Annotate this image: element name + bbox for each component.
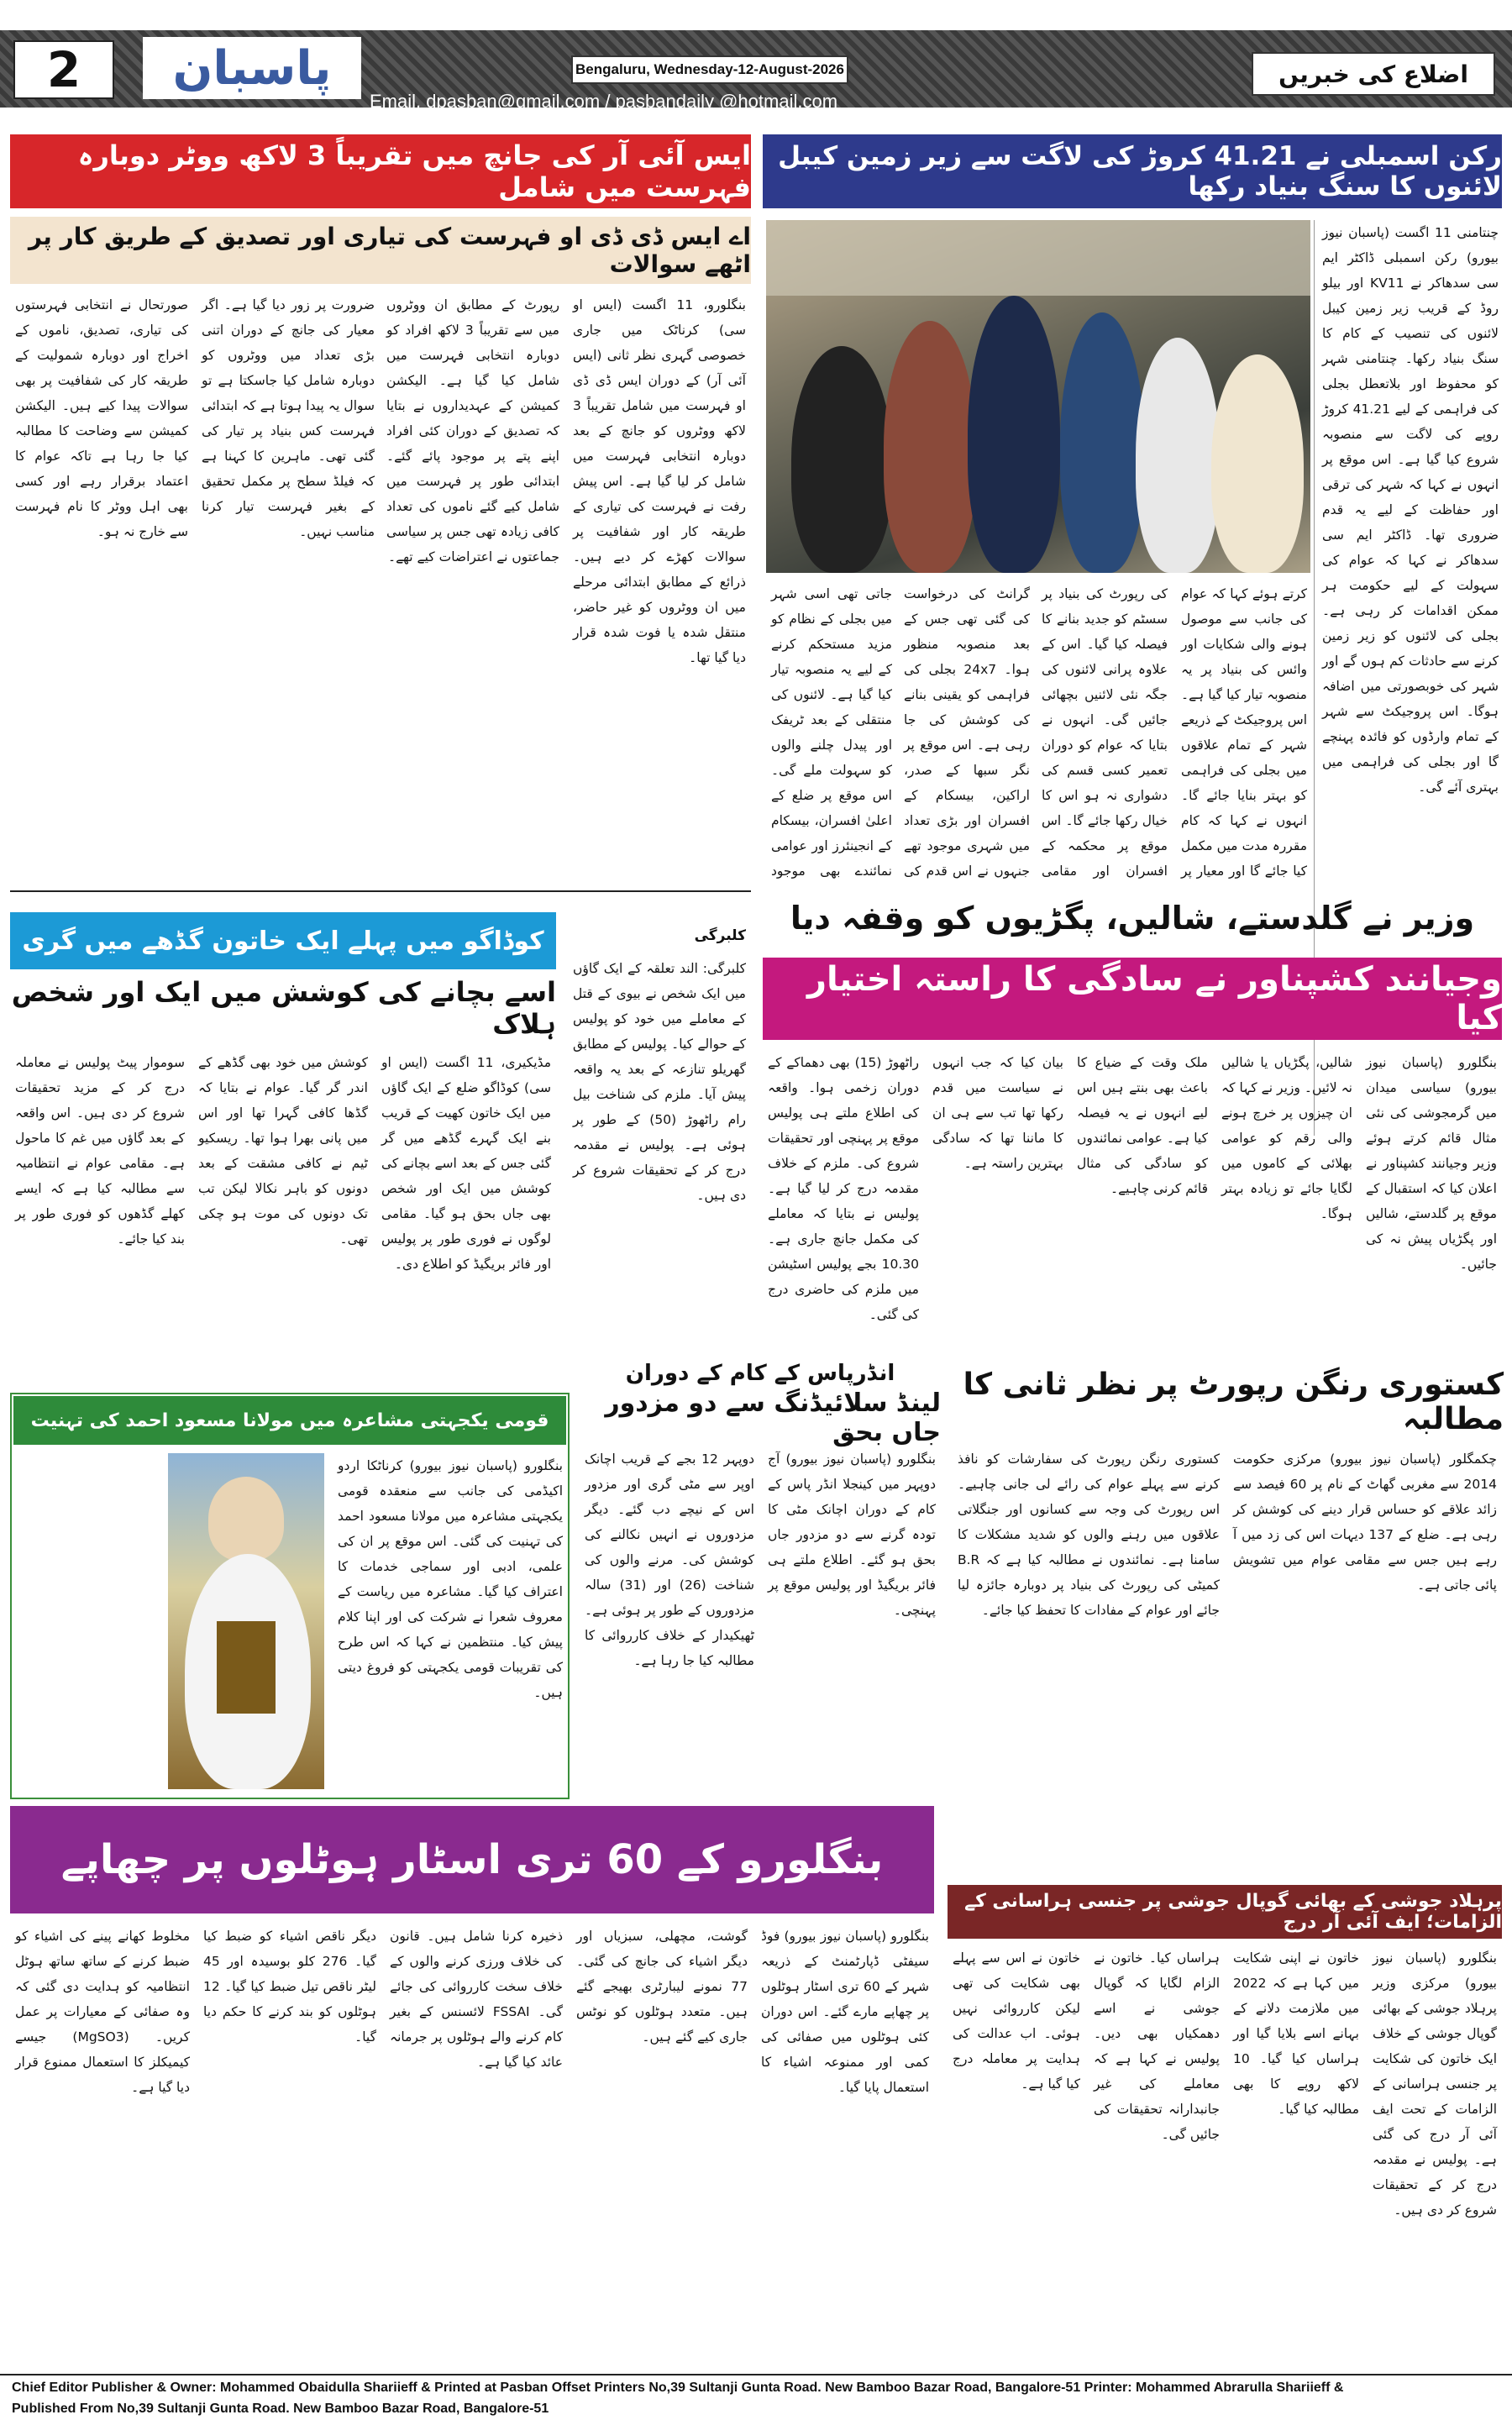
imprint-line-2: Published From No,39 Sultanji Gunta Road. New Bamboo Bazar Road, Bangalore-51 <box>12 2402 549 2416</box>
cable-headline: رکن اسمبلی نے 41.21 کروڑ کی لاگت سے زیر زمین کیبل لائنوں کا سنگ بنیاد رکھا <box>763 134 1502 208</box>
section-rule <box>10 890 751 892</box>
joshi-headline: پرہلاد جوشی کے بھائی گوپال جوشی پر جنسی ہراسانی کے الزامات؛ ایف آئی آر درج <box>948 1885 1502 1939</box>
kodagu-subhead: اسے بچانے کی کوشش میں ایک اور شخص ہلاک <box>11 976 556 1040</box>
hotels-column: گوشت، مچھلی، سبزیاں اور دیگر اشیاء کی جانچ کی گئی۔ 77 نمونے لیبارٹری بھیجے گئے ہیں۔ متعدد ہوٹلوں کو نوٹس جاری کیے گئے ہیں۔ <box>576 1929 748 2045</box>
hotels-column: دیگر ناقص اشیاء کو ضبط کیا گیا۔ 276 کلو بوسیدہ اور 45 لیٹر ناقص تیل ضبط کیا گیا۔ 12 ہوٹلوں کو بند کرنے کا حکم دیا گیا۔ <box>203 1929 376 2045</box>
mushaira-headline: قومی یکجہتی مشاعرہ میں مولانا مسعود احمد کی تہنیت <box>13 1396 566 1445</box>
page-number: 2 <box>13 40 114 99</box>
dateline: Bengaluru, Wednesday-12-August-2026 <box>571 55 848 84</box>
sir-column: ضرورت پر زور دیا گیا ہے۔ اگر معیار کی جانچ کے دوران اتنی بڑی تعداد میں ووٹروں کو دوبارہ شامل کیا جاسکتا ہے تو سوال یہ پیدا ہوتا ہے کہ ابتدائی فہرست کس بنیاد پر تیار کی گئی تھی۔ ماہرین کا کہنا ہے کہ فیلڈ سطح پر مکمل تحقیق کے بغیر فہرست تیار کرنا مناسب نہیں۔ <box>202 297 375 539</box>
maulana-photo <box>168 1453 324 1789</box>
kodagu-column: سوموار پیٹ پولیس نے معاملہ درج کر کے مزید تحقیقات شروع کر دی ہیں۔ اس واقعہ کے بعد گاؤں میں غم کا ماحول ہے۔ مقامی عوام نے انتظامیہ سے مطالبہ کیا ہے کہ ایسے کھلے گڈھوں کو فوری طور پر بند کیا جائے۔ <box>15 1055 185 1247</box>
joshi-column: بنگلورو (پاسبان نیوز بیورو) مرکزی وزیر پرہلاد جوشی کے بھائی گوپال جوشی کے خلاف ایک خاتون کی شکایت پر جنسی ہراسانی کے الزامات کے تحت ایف آئی آر درج کی گئی ہے۔ پولیس نے مقدمہ درج کر کے تحقیقات شروع کر دی ہیں۔ <box>1373 1950 1497 2218</box>
minister-column: بیان کیا کہ جب انہوں نے سیاست میں قدم رکھا تھا تب سے ہی ان کا ماننا تھا کہ سادگی بہترین راستہ ہے۔ <box>932 1055 1063 1171</box>
landslide-headline-2: لینڈ سلائیڈنگ سے دو مزدور جاں بحق <box>605 1388 941 1447</box>
cable-side-column: چنتامنی 11 اگست (پاسبان نیوز بیورو) رکن اسمبلی ڈاکٹر ایم سی سدھاکر نے KV11 اور بیلو روڈ کے قریب زیر زمین کیبل لائنوں کی تنصیب کے کام کا سنگ بنیاد رکھا۔ چنتامنی شہر کو محفوظ اور بلاتعطل بجلی کی فراہمی کے لیے 41.21 کروڑ روپے کی لاگت سے منصوبہ شروع کیا گیا ہے۔ اس موقع پر انہوں نے کہا کہ شہر کی ترقی اور حفاظت کے لیے یہ قدم ضروری تھا۔ ڈاکٹر ایم سی سدھاکر نے کہا کہ عوام کی سہولت کے لیے حکومت ہر ممکن اقدامات کر رہی ہے۔ بجلی کی لائنوں کو زیر زمین کرنے سے حادثات کم ہوں گے اور شہر کی خوبصورتی میں اضافہ ہوگا۔ اس پروجیکٹ سے شہر کے تمام وارڈوں کو فائدہ پہنچے گا اور بجلی کی فراہمی میں بہتری آئے گی۔ <box>1322 225 1499 795</box>
kasturi-column: کستوری رنگن رپورٹ کی سفارشات کو نافذ کرنے سے پہلے عوام کی رائے لی جانی چاہیے۔ اس رپورٹ کی وجہ سے کسانوں اور جنگلاتی علاقوں میں رہنے والوں کو شدید مشکلات کا سامنا ہے۔ نمائندوں نے مطالبہ کیا ہے کہ B.R کمیٹی کی رپورٹ کی بنیاد پر دوبارہ جائزہ لیا جائے اور عوام کے مفادات کا تحفظ کیا جائے۔ <box>958 1451 1220 1618</box>
cable-column: کی رپورٹ کی بنیاد پر سسٹم کو جدید بنانے کا فیصلہ کیا گیا۔ اس کے علاوہ پرانی لائنوں کی جگہ نئی لائنیں بچھائی جائیں گی۔ انہوں نے بتایا کہ عوام کو دوران تعمیر کسی قسم کی دشواری نہ ہو اس کا خیال رکھا جائے گا۔ اس موقع پر محکمہ کے افسران اور مقامی <box>1042 586 1168 879</box>
kasturi-headline: کستوری رنگن رپورٹ پر نظر ثانی کا مطالبہ <box>963 1367 1504 1436</box>
newspaper-logo: پاسبان <box>143 37 361 99</box>
cable-column: کرتے ہوئے کہا کہ عوام کی جانب سے موصول ہونے والی شکایات اور وائس کی بنیاد پر یہ منصوبہ تیار کیا گیا ہے۔ اس پروجیکٹ کے ذریعے شہر کے تمام علاقوں میں بجلی کی فراہمی کو بہتر بنایا جائے گا۔ انہوں نے کہا کہ کام مقررہ مدت میں مکمل کیا جائے گا اور معیار پر <box>1181 586 1307 879</box>
email-line: Email. dpasban@gmail.com / pasbandaily @hotmail.com <box>370 91 838 112</box>
kodagu-column: کوشش میں خود بھی گڈھے کے اندر گر گیا۔ عوام نے بتایا کہ گڈھا کافی گہرا تھا اور اس میں پانی بھرا ہوا تھا۔ ریسکیو ٹیم نے کافی مشقت کے بعد دونوں کو باہر نکالا لیکن تب تک دونوں کی موت ہو چکی تھی۔ <box>198 1055 368 1247</box>
landslide-column: دوپہر 12 بجے کے قریب اچانک اوپر سے مٹی گری اور مزدور اس کے نیچے دب گئے۔ دیگر مزدوروں نے انہیں نکالنے کی کوشش کی۔ مرنے والوں کی شناخت (26) اور (31) سالہ مزدوروں کے طور پر ہوئی ہے۔ ٹھیکیدار کے خلاف کارروائی کا مطالبہ کیا جا رہا ہے۔ <box>585 1451 754 1668</box>
joshi-column: خاتون نے اپنی شکایت میں کہا ہے کہ 2022 میں ملازمت دلانے کے بہانے اسے بلایا گیا اور ہراساں کیا گیا۔ 10 لاکھ روپے کا بھی مطالبہ کیا گیا۔ <box>1233 1950 1359 2117</box>
hotels-column: بنگلورو (پاسبان نیوز بیورو) فوڈ سیفٹی ڈپارٹمنٹ کے ذریعہ شہر کے 60 تری اسٹار ہوٹلوں پر چھاپے مارے گئے۔ اس دوران کئی ہوٹلوں میں صفائی کی کمی اور ممنوعہ اشیاء کا استعمال پایا گیا۔ <box>761 1929 929 2095</box>
joshi-column: ہراساں کیا۔ خاتون نے الزام لگایا کہ گوپال جوشی نے اسے دھمکیاں بھی دیں۔ پولیس نے کہا ہے کہ معاملے کی غیر جانبدارانہ تحقیقات کی جائیں گی۔ <box>1094 1950 1220 2142</box>
kalaburagi-dateline: کلبرگی <box>694 927 746 944</box>
cable-column: گرانٹ کی درخواست کی گئی تھی جس کے بعد منصوبہ منظور ہوا۔ 24x7 بجلی کی فراہمی کو یقینی بنانے کی کوشش کی جا رہی ہے۔ اس موقع پر نگر سبھا کے صدر، اراکین، بیسکام کے افسران اور بڑی تعداد میں شہری موجود تھے جنہوں نے اس قدم کی <box>904 586 1030 879</box>
sir-column: بنگلورو، 11 اگست (ایس او سی) کرناٹک میں جاری خصوصی گہری نظر ثانی (ایس آئی آر) کے دوران ایس ڈی ڈی او فہرست میں شامل تقریباً 3 لاکھ ووٹروں کو جانچ کے بعد دوبارہ انتخابی فہرست میں شامل کر لیا گیا ہے۔ اس پیش رفت نے فہرست کی تیاری کے طریقہ کار اور شفافیت پر سوالات کھڑے کر دیے ہیں۔ ذرائع کے مطابق ابتدائی مرحلے میں ان ووٹروں کو غیر حاضر، منتقل شدہ یا فوت شدہ قرار دیا گیا تھا۔ <box>573 297 746 665</box>
kodagu-column: مڈیکیری، 11 اگست (ایس او سی) کوڈاگو ضلع کے ایک گاؤں میں ایک خاتون کھیت کے قریب بنے ایک گہرے گڈھے میں گر گئی جس کے بعد اسے بچانے کی کوشش میں ایک اور شخص بھی جاں بحق ہو گیا۔ مقامی لوگوں نے فوری طور پر پولیس اور فائر بریگیڈ کو اطلاع دی۔ <box>381 1055 552 1272</box>
sir-subhead: اے ایس ڈی ڈی او فہرست کی تیاری اور تصدیق کے طریق کار پر اٹھے سوالات <box>10 217 751 284</box>
minister-banner: وجیانند کشپناور نے سادگی کا راستہ اختیار کیا <box>763 958 1502 1040</box>
section-tag: اضلاع کی خبریں <box>1252 52 1495 96</box>
sir-column: رپورٹ کے مطابق ان ووٹروں میں سے تقریباً 3 لاکھ افراد کو دوبارہ انتخابی فہرست میں شامل کیا گیا ہے۔ الیکشن کمیشن کے عہدیداروں نے بتایا کہ تصدیق کے دوران کئی افراد اپنے پتے پر موجود پائے گئے۔ ابتدائی طور پر فہرست میں شامل کیے گئے ناموں کی تعداد کافی زیادہ تھی جس پر سیاسی جماعتوں نے اعتراضات کیے تھے۔ <box>386 297 559 564</box>
minister-column: ملک وقت کے ضیاع کا باعث بھی بنتے ہیں اس لیے انہوں نے یہ فیصلہ کیا ہے۔ عوامی نمائندوں کو سادگی کی مثال قائم کرنی چاہیے۔ <box>1077 1055 1208 1196</box>
cable-ceremony-photo <box>766 220 1310 573</box>
hotels-column: ذخیرہ کرنا شامل ہیں۔ قانون کی خلاف ورزی کرنے والوں کے خلاف سخت کارروائی کی جائے گی۔ FSSAI لائسنس کے بغیر کام کرنے والے ہوٹلوں پر جرمانہ عائد کیا گیا ہے۔ <box>390 1929 563 2070</box>
mushaira-body: بنگلورو (پاسبان نیوز بیورو) کرناٹکا اردو اکیڈمی کی جانب سے منعقدہ قومی یکجہتی مشاعرہ میں مولانا مسعود احمد کی تہنیت کی گئی۔ اس موقع پر ان کی علمی، ادبی اور سماجی خدمات کا اعتراف کیا گیا۔ مشاعرہ میں ریاست کے معروف شعرا نے شرکت کی اور اپنا کلام پیش کیا۔ منتظمین نے کہا کہ اس طرح کی تقریبات قومی یکجہتی کو فروغ دیتی ہیں۔ <box>338 1458 563 1700</box>
landslide-column: بنگلورو (پاسبان نیوز بیورو) آج دوپہر میں کینجلا انڈر پاس کے کام کے دوران اچانک مٹی کا تودہ گرنے سے دو مزدور جاں بحق ہو گئے۔ اطلاع ملتے ہی فائر بریگیڈ اور پولیس موقع پر پہنچی۔ <box>768 1451 936 1618</box>
kalaburagi-column: کلبرگی: الند تعلقہ کے ایک گاؤں میں ایک شخص نے بیوی کے قتل کے معاملے میں خود کو پولیس کے حوالے کیا۔ پولیس کے مطابق گھریلو تنازعہ کے بعد یہ واقعہ پیش آیا۔ ملزم کی شناخت بیل رام راٹھوڑ (50) کے طور پر ہوئی ہے۔ پولیس نے مقدمہ درج کر کے تحقیقات شروع کر دی ہیں۔ <box>573 961 746 1203</box>
kodagu-headline: کوڈاگو میں پہلے ایک خاتون گڈھے میں گری <box>10 912 556 969</box>
minister-column: بنگلورو (پاسبان نیوز بیورو) سیاسی میدان میں گرمجوشی کی نئی مثال قائم کرتے ہوئے وزیر وجیانند کشپناور نے اعلان کیا کہ استقبال کے موقع پر گلدستے، شالیں اور پگڑیاں پیش نہ کی جائیں۔ <box>1366 1055 1497 1272</box>
imprint-line-1: Chief Editor Publisher & Owner: Mohammed Obaidulla Shariieff & Printed at Pasban Offset Printers No,39 Sultanji Gunta Road. New Bamboo Bazar Road, Bangalore-51 Printer: Mohammed Abrarulla Shariieff & <box>12 2381 1344 2395</box>
sir-column: صورتحال نے انتخابی فہرستوں کی تیاری، تصدیق، ناموں کے اخراج اور دوبارہ شمولیت کے طریقہ کار کی شفافیت پر بھی سوالات پیدا کیے ہیں۔ الیکشن کمیشن سے وضاحت کا مطالبہ کیا جا رہا ہے تاکہ عوام کا اعتماد برقرار رہے اور کسی بھی اہل ووٹر کا نام فہرست سے خارج نہ ہو۔ <box>15 297 188 539</box>
sir-headline: ایس آئی آر کی جانچ میں تقریباً 3 لاکھ ووٹر دوبارہ فہرست میں شامل <box>10 134 751 208</box>
imprint-footer <box>0 2374 1512 2420</box>
joshi-column: خاتون نے اس سے پہلے بھی شکایت کی تھی لیکن کارروائی نہیں ہوئی۔ اب عدالت کی ہدایت پر معاملہ درج کیا گیا ہے۔ <box>953 1950 1080 2092</box>
minister-column: شالیں، پگڑیاں یا شالیں نہ لائیں۔ وزیر نے کہا کہ ان چیزوں پر خرچ ہونے والی رقم کو عوامی بھلائی کے کاموں میں لگایا جائے تو زیادہ بہتر ہوگا۔ <box>1221 1055 1352 1221</box>
hotels-headline: بنگلورو کے 60 تری اسٹار ہوٹلوں پر چھاپے <box>10 1806 934 1913</box>
kasturi-column: چکمگلور (پاسبان نیوز بیورو) مرکزی حکومت 2014 سے مغربی گھاٹ کے نام پر 60 فیصد سے زائد علاقے کو حساس قرار دینے کی کوشش کر رہی ہے۔ ضلع کے 137 دیہات اس کی زد میں آ رہے ہیں جس سے مقامی عوام میں تشویش پائی جاتی ہے۔ <box>1233 1451 1497 1593</box>
landslide-headline-1: انڈرپاس کے کام کے دوران <box>625 1361 895 1386</box>
minister-column: راٹھوڑ (15) بھی دھماکے کے دوران زخمی ہوا۔ واقعہ کی اطلاع ملتے ہی پولیس موقع پر پہنچی اور تحقیقات شروع کی۔ ملزم کے خلاف مقدمہ درج کر لیا گیا ہے۔ پولیس نے بتایا کہ معاملے کی مکمل جانچ جاری ہے۔ 10.30 بجے پولیس اسٹیشن میں ملزم کی حاضری درج کی گئی۔ <box>768 1055 920 1322</box>
cable-column: جاتی تھی اسی شہر میں بجلی کے نظام کو مزید مستحکم کرنے کے لیے یہ منصوبہ تیار کیا گیا ہے۔ لائنوں کی منتقلی کے بعد ٹریفک اور پیدل چلنے والوں کو سہولت ملے گی۔ اس موقع پر ضلع کے اعلیٰ افسران، بیسکام کے انجینئرز اور عوامی نمائندے بھی موجود <box>771 586 892 879</box>
hotels-column: مخلوط کھانے پینے کی اشیاء کو ضبط کرنے کے ساتھ ساتھ ہوٹل انتظامیہ کو ہدایت دی گئی کہ وہ صفائی کے معیارات پر عمل کریں۔ (MgSO3) جیسے کیمیکلز کا استعمال ممنوع قرار دیا گیا ہے۔ <box>15 1929 190 2095</box>
minister-headline: وزیر نے گلدستے، شالیں، پگڑیوں کو وقفہ دیا <box>790 900 1475 937</box>
